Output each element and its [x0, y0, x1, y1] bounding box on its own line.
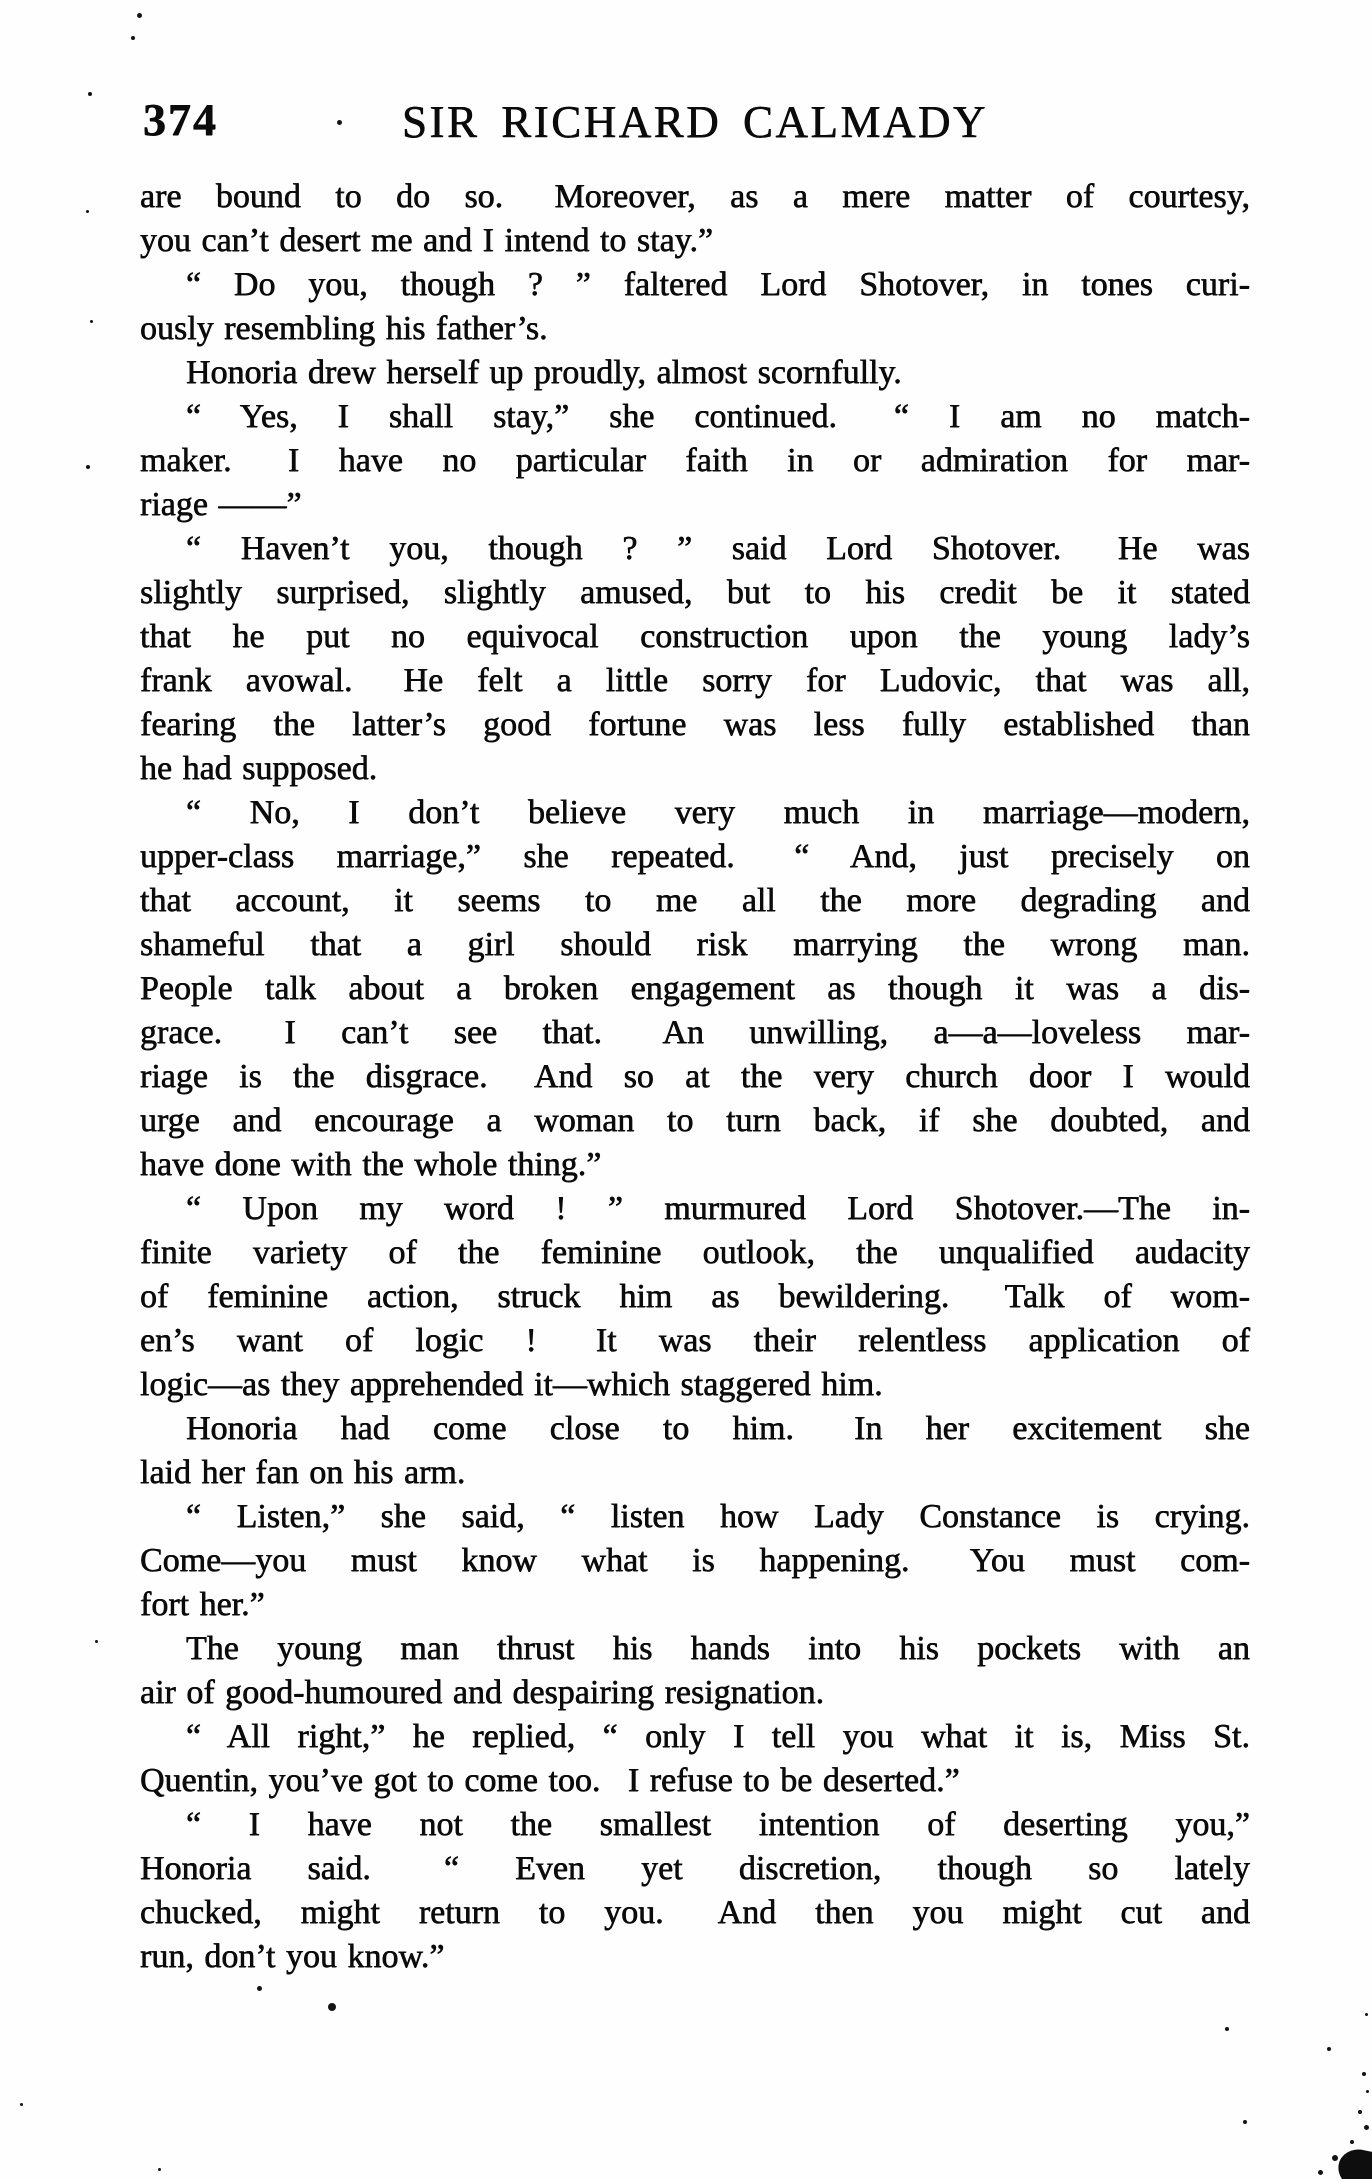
text-line: of feminine action, struck him as bewildering. Talk of wom-: [140, 1278, 1250, 1315]
ink-speck: [328, 2003, 336, 2011]
text-line: en’s want of logic ! It was their relentless application of: [140, 1322, 1250, 1359]
text-line: upper-class marriage,” she repeated. “ And, just precisely on: [140, 838, 1250, 875]
text-line: that he put no equivocal construction upon the young lady’s: [140, 618, 1250, 655]
text-line: The young man thrust his hands into his pockets with an: [186, 1630, 1250, 1667]
text-line: run, don’t you know.”: [140, 1938, 445, 1975]
ink-speck: [95, 1640, 98, 1643]
text-line: are bound to do so. Moreover, as a mere matter of courtesy,: [140, 178, 1250, 215]
text-line: maker. I have no particular faith in or admiration for mar-: [140, 442, 1250, 479]
ink-speck: [257, 1986, 262, 1991]
ink-speck: [1332, 2155, 1338, 2161]
text-line: Honoria drew herself up proudly, almost scornfully.: [186, 354, 902, 391]
text-line: “ All right,” he replied, “ only I tell you what it is, Miss St.: [186, 1718, 1250, 1755]
text-line: riage is the disgrace. And so at the very church door I would: [140, 1058, 1250, 1095]
corner-ink-smudge: [1334, 2146, 1372, 2179]
text-line: Honoria said. “ Even yet discretion, though so lately: [140, 1850, 1250, 1887]
ink-speck: [86, 210, 89, 213]
ink-speck: [1365, 2013, 1368, 2016]
ink-speck: [337, 120, 342, 125]
text-line: grace. I can’t see that. An unwilling, a—a—loveless mar-: [140, 1014, 1250, 1051]
ink-speck: [1350, 2140, 1354, 2144]
ink-speck: [1243, 2120, 1247, 2124]
text-line: have done with the whole thing.”: [140, 1146, 602, 1183]
ink-speck: [1358, 2110, 1362, 2114]
text-line: ously resembling his father’s.: [140, 310, 548, 347]
text-line: Quentin, you’ve got to come too. I refuse to be deserted.”: [140, 1762, 960, 1799]
text-line: fort her.”: [140, 1586, 265, 1623]
text-line: he had supposed.: [140, 750, 378, 787]
text-line: you can’t desert me and I intend to stay.”: [140, 222, 714, 259]
text-line: riage ——”: [140, 486, 302, 523]
text-line: “ Yes, I shall stay,” she continued. “ I am no match-: [186, 398, 1250, 435]
ink-speck: [1362, 2072, 1366, 2076]
ink-speck: [20, 2103, 23, 2106]
text-line: air of good-humoured and despairing resignation.: [140, 1674, 825, 1711]
running-title: SIR RICHARD CALMADY: [401, 97, 989, 147]
text-line: finite variety of the feminine outlook, the unqualified audacity: [140, 1234, 1250, 1271]
text-line: “ No, I don’t believe very much in marriage—modern,: [186, 794, 1250, 831]
text-line: urge and encourage a woman to turn back, if she doubted, and: [140, 1102, 1250, 1139]
page-number: 374: [143, 94, 218, 145]
text-line: Come—you must know what is happening. You must com-: [140, 1542, 1250, 1579]
text-line: that account, it seems to me all the more degrading and: [140, 882, 1250, 919]
text-line: shameful that a girl should risk marrying the wrong man.: [140, 926, 1250, 963]
text-line: logic—as they apprehended it—which staggered him.: [140, 1366, 883, 1403]
text-line: “ I have not the smallest intention of deserting you,”: [186, 1806, 1250, 1843]
text-line: “ Haven’t you, though ? ” said Lord Shotover. He was: [186, 530, 1250, 567]
ink-speck: [1366, 2090, 1369, 2093]
ink-speck: [1364, 2125, 1369, 2130]
text-line: fearing the latter’s good fortune was less fully established than: [140, 706, 1250, 743]
ink-speck: [86, 465, 90, 469]
text-line: frank avowal. He felt a little sorry for Ludovic, that was all,: [140, 662, 1250, 699]
text-line: laid her fan on his arm.: [140, 1454, 466, 1491]
text-line: “ Do you, though ? ” faltered Lord Shotover, in tones curi-: [186, 266, 1250, 303]
ink-speck: [88, 92, 92, 96]
ink-speck: [1318, 2170, 1323, 2175]
text-line: “ Upon my word ! ” murmured Lord Shotover.—The in-: [186, 1190, 1250, 1227]
text-line: slightly surprised, slightly amused, but to his credit be it stated: [140, 574, 1250, 611]
ink-speck: [1225, 2027, 1229, 2031]
ink-speck: [137, 13, 142, 18]
ink-speck: [131, 36, 135, 40]
ink-speck: [90, 320, 93, 323]
text-line: Honoria had come close to him. In her excitement she: [186, 1410, 1250, 1447]
ink-speck: [158, 2168, 161, 2171]
ink-speck: [1327, 2047, 1331, 2051]
page-text: [140, 175, 1250, 1979]
text-line: chucked, might return to you. And then you might cut and: [140, 1894, 1250, 1931]
text-line: “ Listen,” she said, “ listen how Lady Constance is crying.: [186, 1498, 1250, 1535]
text-line: People talk about a broken engagement as though it was a dis-: [140, 970, 1250, 1007]
